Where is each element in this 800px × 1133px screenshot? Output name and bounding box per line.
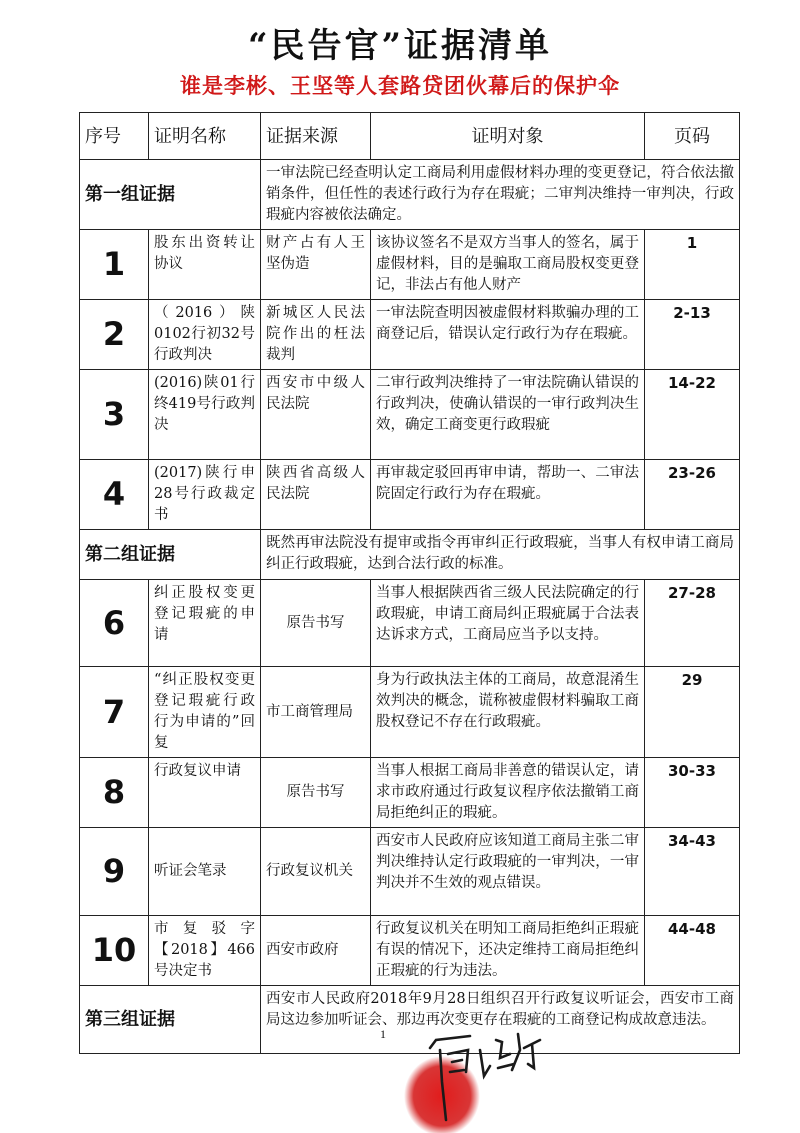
row-number: 7 bbox=[80, 667, 149, 758]
row-number: 3 bbox=[80, 370, 149, 460]
group-description: 既然再审法院没有提审或指令再审纠正行政瑕疵，当事人有权申请工商局纠正行政瑕疵，达到合法行政的标准。 bbox=[261, 530, 740, 580]
evidence-object: 该协议签名不是双方当事人的签名，属于虚假材料，目的是骗取工商局股权变更登记，非法占有他人财产 bbox=[371, 230, 645, 300]
table-row bbox=[80, 580, 740, 667]
page-number: 1 bbox=[380, 1027, 386, 1041]
table-row bbox=[80, 758, 740, 828]
evidence-name: 股东出资转让协议 bbox=[149, 230, 261, 300]
document-subtitle: 谁是李彬、王坚等人套路贷团伙幕后的保护伞 bbox=[180, 73, 620, 98]
evidence-source: 财产占有人王坚伪造 bbox=[261, 230, 371, 300]
evidence-source: 西安市政府 bbox=[261, 916, 371, 986]
evidence-pages: 30-33 bbox=[645, 758, 740, 828]
evidence-object: 一审法院查明因被虚假材料欺骗办理的工商登记后，错误认定行政行为存在瑕疵。 bbox=[371, 300, 645, 370]
table-row bbox=[80, 370, 740, 460]
group-description: 西安市人民政府2018年9月28日组织召开行政复议听证会，西安市工商局这边参加听证会、那边再次变更存在瑕疵的工商登记构成故意违法。 bbox=[261, 986, 740, 1054]
evidence-source: 行政复议机关 bbox=[261, 828, 371, 916]
evidence-pages: 14-22 bbox=[645, 370, 740, 460]
table-row bbox=[80, 460, 740, 530]
evidence-object: 西安市人民政府应该知道工商局主张二审判决维持认定行政瑕疵的一审判决，一审判决并不生效的观点错误。 bbox=[371, 828, 645, 916]
table-row bbox=[80, 916, 740, 986]
column-header-object: 证明对象 bbox=[371, 113, 645, 160]
signature-with-red-fingerprint bbox=[400, 1010, 570, 1133]
evidence-name: “纠正股权变更登记瑕疵行政行为申请的”回复 bbox=[149, 667, 261, 758]
column-header-name: 证明名称 bbox=[149, 113, 261, 160]
group-header-row bbox=[80, 160, 740, 230]
table-row bbox=[80, 667, 740, 758]
group-title: 第三组证据 bbox=[80, 986, 261, 1054]
evidence-name: 市复驳字【2018】466号决定书 bbox=[149, 916, 261, 986]
evidence-source: 市工商管理局 bbox=[261, 667, 371, 758]
evidence-name: 听证会笔录 bbox=[149, 828, 261, 916]
evidence-object: 身为行政执法主体的工商局，故意混淆生效判决的概念，谎称被虚假材料骗取工商股权登记不存在行政瑕疵。 bbox=[371, 667, 645, 758]
evidence-name: (2016)陕01行终419号行政判决 bbox=[149, 370, 261, 460]
evidence-object: 行政复议机关在明知工商局拒绝纠正瑕疵有误的情况下，还决定维持工商局拒绝纠正瑕疵的行为违法。 bbox=[371, 916, 645, 986]
column-header-source: 证据来源 bbox=[261, 113, 371, 160]
evidence-name: (2017)陕行申28号行政裁定书 bbox=[149, 460, 261, 530]
row-number: 4 bbox=[80, 460, 149, 530]
row-number: 2 bbox=[80, 300, 149, 370]
table-row bbox=[80, 300, 740, 370]
column-header-pages: 页码 bbox=[645, 113, 740, 160]
evidence-source: 陕西省高级人民法院 bbox=[261, 460, 371, 530]
evidence-name: 行政复议申请 bbox=[149, 758, 261, 828]
table-header-row bbox=[80, 113, 740, 160]
document-title: “民告官”证据清单 bbox=[247, 26, 553, 66]
row-number: 9 bbox=[80, 828, 149, 916]
table-row bbox=[80, 828, 740, 916]
evidence-table bbox=[79, 112, 740, 1054]
evidence-object: 二审行政判决维持了一审法院确认错误的行政判决，使确认错误的一审行政判决生效，确定工商变更行政瑕疵 bbox=[371, 370, 645, 460]
evidence-pages: 1 bbox=[645, 230, 740, 300]
evidence-source: 新城区人民法院作出的枉法裁判 bbox=[261, 300, 371, 370]
evidence-source: 原告书写 bbox=[261, 580, 371, 667]
row-number: 8 bbox=[80, 758, 149, 828]
table-row bbox=[80, 230, 740, 300]
evidence-object: 再审裁定驳回再审申请，帮助一、二审法院固定行政行为存在瑕疵。 bbox=[371, 460, 645, 530]
group-description: 一审法院已经查明认定工商局利用虚假材料办理的变更登记，符合依法撤销条件，但任性的表述行政行为存在瑕疵；二审判决维持一审判决，行政瑕疵内容被依法确定。 bbox=[261, 160, 740, 230]
evidence-pages: 27-28 bbox=[645, 580, 740, 667]
evidence-pages: 29 bbox=[645, 667, 740, 758]
evidence-source: 西安市中级人民法院 bbox=[261, 370, 371, 460]
evidence-object: 当事人根据工商局非善意的错误认定，请求市政府通过行政复议程序依法撤销工商局拒绝纠正的瑕疵。 bbox=[371, 758, 645, 828]
row-number: 1 bbox=[80, 230, 149, 300]
evidence-object: 当事人根据陕西省三级人民法院确定的行政瑕疵，申请工商局纠正瑕疵属于合法表达诉求方式，工商局应当予以支持。 bbox=[371, 580, 645, 667]
row-number: 6 bbox=[80, 580, 149, 667]
evidence-pages: 44-48 bbox=[645, 916, 740, 986]
evidence-pages: 2-13 bbox=[645, 300, 740, 370]
evidence-name: 纠正股权变更登记瑕疵的申请 bbox=[149, 580, 261, 667]
evidence-name: （2016）陕0102行初32号行政判决 bbox=[149, 300, 261, 370]
group-title: 第一组证据 bbox=[80, 160, 261, 230]
group-header-row bbox=[80, 530, 740, 580]
column-header-no: 序号 bbox=[80, 113, 149, 160]
row-number: 10 bbox=[80, 916, 149, 986]
evidence-pages: 23-26 bbox=[645, 460, 740, 530]
evidence-source: 原告书写 bbox=[261, 758, 371, 828]
group-title: 第二组证据 bbox=[80, 530, 261, 580]
evidence-pages: 34-43 bbox=[645, 828, 740, 916]
